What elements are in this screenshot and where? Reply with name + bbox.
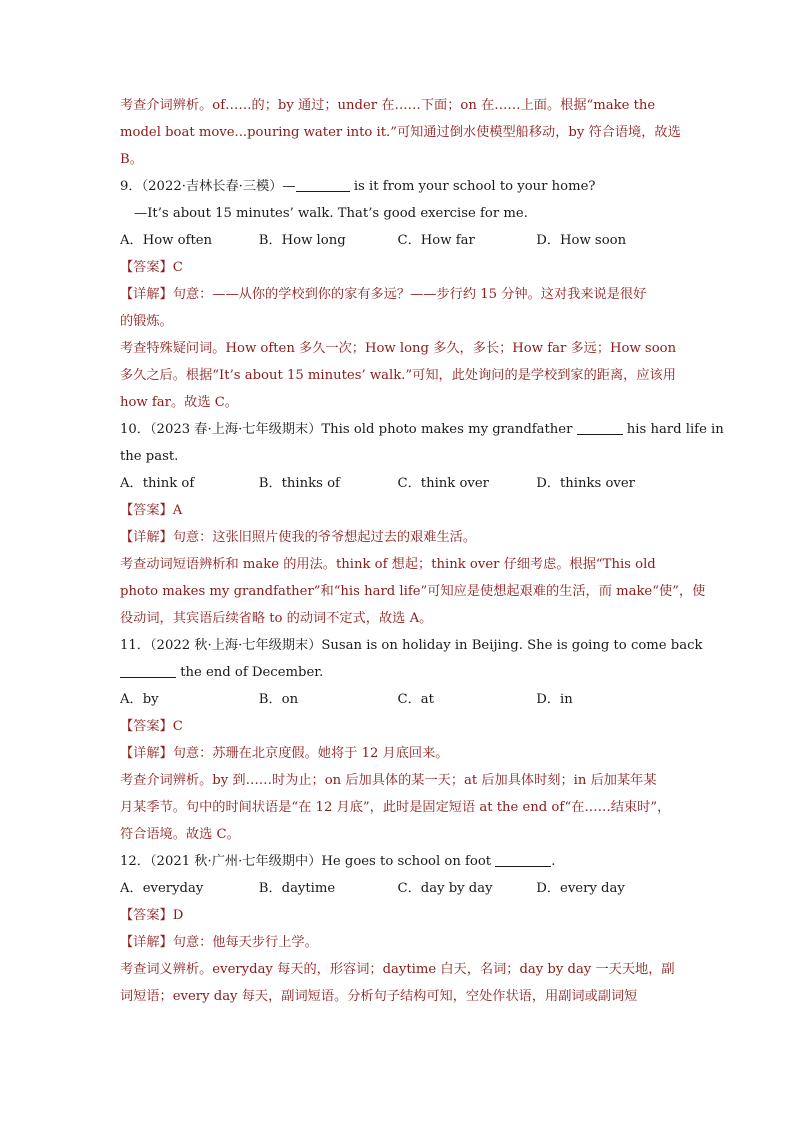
detail-line: 【详解】句意：苏珊在北京度假。她将于 12 月底回来。	[120, 746, 449, 761]
question-9-line2: —It’s about 15 minutes’ walk. That’s good exercise for me.	[134, 206, 528, 221]
option-c: C．day by day	[397, 881, 493, 896]
question-10-options	[120, 470, 675, 497]
detail-line: 【详解】句意：这张旧照片使我的爷爷想起过去的艰难生活。	[120, 530, 477, 545]
option-d: D．every day	[536, 881, 625, 896]
answer-blank	[296, 178, 350, 192]
option-a: A．think of	[120, 476, 195, 491]
answer-blank	[577, 421, 623, 435]
prev-analysis-line: 考查介词辨析。of……的；by 通过；under 在……下面；on 在……上面。根据“make the	[120, 98, 656, 113]
analysis-line: how far。故选 C。	[120, 395, 238, 410]
content	[120, 92, 724, 1010]
question-11-line2: the end of December.	[120, 659, 675, 686]
question-10-stem: 10．（2023 春·上海·七年级期末）This old photo makes my grandfather his hard life in	[120, 422, 724, 437]
option-c: C．think over	[397, 476, 489, 491]
analysis-line: 月某季节。句中的时间状语是“在 12 月底”，此时是固定短语 at the end of“在……结束时”，	[120, 800, 671, 815]
option-c: C．at	[397, 692, 434, 707]
detail-line: 【详解】句意：他每天步行上学。	[120, 935, 318, 950]
detail-line: 【详解】句意：——从你的学校到你的家有多远？——步行约 15 分钟。这对我来说是很好	[120, 287, 647, 302]
option-b: B．daytime	[258, 881, 336, 896]
question-12-options	[120, 875, 675, 902]
detail-line: 的锻炼。	[120, 314, 173, 329]
question-9-options	[120, 227, 675, 254]
option-b: B．on	[258, 692, 299, 707]
question-12-stem: 12．（2021 秋·广州·七年级期中）He goes to school on foot .	[120, 854, 556, 869]
analysis-line: photo makes my grandfather”和“his hard life”可知应是使想起艰难的生活，而 make“使”，使	[120, 584, 706, 599]
prev-analysis-line: B。	[120, 152, 143, 167]
option-b: B．thinks of	[258, 476, 340, 491]
option-b: B．How long	[258, 233, 346, 248]
answer-label: 【答案】C	[120, 260, 183, 275]
analysis-line: 多久之后。根据“It’s about 15 minutes’ walk.”可知，此处询问的是学校到家的距离，应该用	[120, 368, 676, 383]
answer-blank	[120, 664, 176, 678]
question-10-line2: the past.	[120, 449, 179, 464]
option-a: A．How often	[120, 233, 213, 248]
question-11-stem: 11．（2022 秋·上海·七年级期末）Susan is on holiday in Beijing. She is going to come back	[120, 638, 703, 653]
option-a: A．everyday	[120, 881, 204, 896]
answer-label: 【答案】C	[120, 719, 183, 734]
analysis-line: 词短语；every day 每天，副词短语。分析句子结构可知，空处作状语，用副词或副词短	[120, 989, 638, 1004]
analysis-line: 役动词，其宾语后续省略 to 的动词不定式，故选 A。	[120, 611, 433, 626]
analysis-line: 考查词义辨析。everyday 每天的，形容词；daytime 白天，名词；day by day 一天天地，副	[120, 962, 675, 977]
option-a: A．by	[120, 692, 159, 707]
analysis-line: 符合语境。故选 C。	[120, 827, 240, 842]
answer-label: 【答案】A	[120, 503, 183, 518]
analysis-line: 考查介词辨析。by 到……时为止；on 后加具体的某一天；at 后加具体时刻；in 后加某年某	[120, 773, 657, 788]
option-c: C．How far	[397, 233, 475, 248]
option-d: D．thinks over	[536, 476, 635, 491]
answer-label: 【答案】D	[120, 908, 184, 923]
option-d: D．How soon	[536, 233, 627, 248]
analysis-line: 考查特殊疑问词。How often 多久一次；How long 多久，多长；How far 多远；How soon	[120, 341, 677, 356]
question-11-options	[120, 686, 675, 713]
question-9-stem: 9．（2022·吉林长春·三模）— is it from your school to your home?	[120, 179, 596, 194]
answer-blank	[495, 853, 551, 867]
prev-analysis-line: model boat move...pouring water into it.”可知通过倒水使模型船移动，by 符合语境，故选	[120, 125, 681, 140]
option-d: D．in	[536, 692, 573, 707]
analysis-line: 考查动词短语辨析和 make 的用法。think of 想起；think over 仔细考虑。根据“This old	[120, 557, 656, 572]
